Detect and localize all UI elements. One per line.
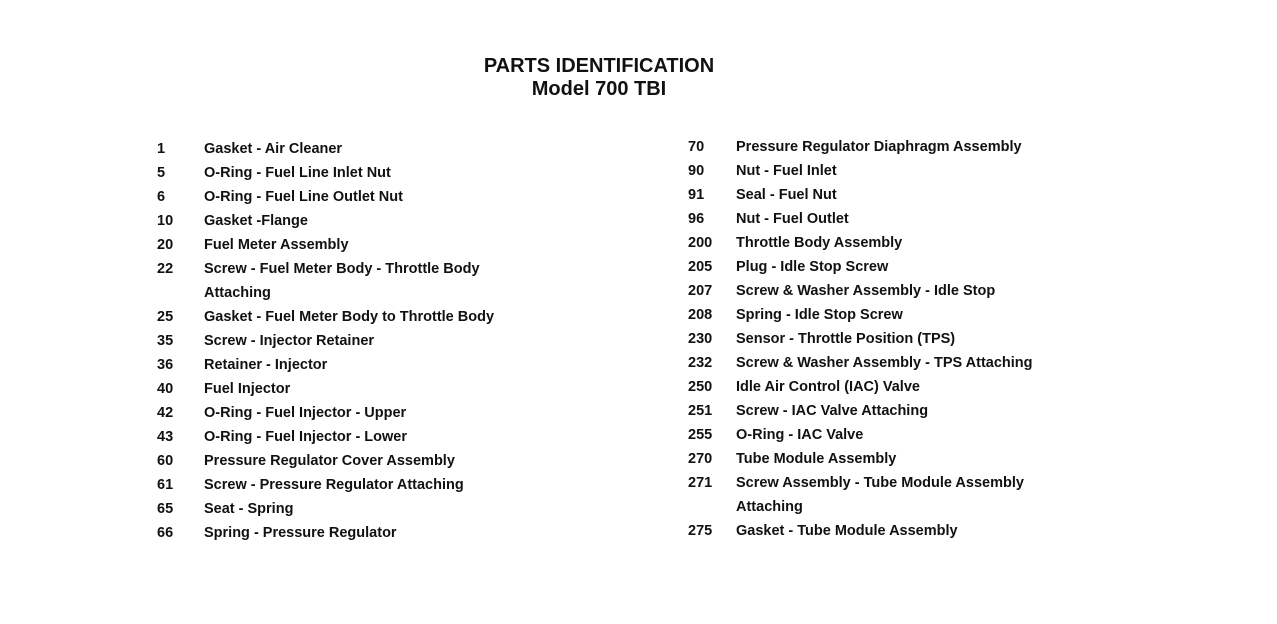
part-description: Gasket - Air Cleaner xyxy=(204,141,343,157)
part-number: 43 xyxy=(157,429,174,445)
part-number: 91 xyxy=(688,187,705,203)
part-description: Fuel Meter Assembly xyxy=(204,237,349,253)
part-description: Spring - Pressure Regulator xyxy=(204,525,397,541)
part-number: 271 xyxy=(688,475,713,491)
part-description: Sensor - Throttle Position (TPS) xyxy=(736,331,956,347)
part-number: 1 xyxy=(157,141,166,157)
part-row xyxy=(688,327,1033,351)
part-number: 255 xyxy=(688,427,713,443)
part-number: 61 xyxy=(157,477,174,493)
part-description: Tube Module Assembly xyxy=(736,451,897,467)
part-row xyxy=(688,159,1033,183)
part-description: O-Ring - IAC Valve xyxy=(736,427,864,443)
part-description: Screw Assembly - Tube Module Assembly Attaching xyxy=(736,475,1024,515)
part-number: 40 xyxy=(157,381,174,397)
part-description: Seat - Spring xyxy=(204,501,294,517)
part-number: 230 xyxy=(688,331,713,347)
part-description: Pressure Regulator Diaphragm Assembly xyxy=(736,139,1022,155)
part-row xyxy=(688,279,1033,303)
part-description: Throttle Body Assembly xyxy=(736,235,903,251)
part-row xyxy=(688,135,1033,159)
part-number: 207 xyxy=(688,283,713,299)
part-row xyxy=(157,329,494,353)
part-number: 70 xyxy=(688,139,705,155)
part-number: 251 xyxy=(688,403,713,419)
part-number: 275 xyxy=(688,523,713,539)
part-description: Screw & Washer Assembly - Idle Stop xyxy=(736,283,996,299)
part-number: 5 xyxy=(157,165,166,181)
part-description: Nut - Fuel Outlet xyxy=(736,211,849,227)
part-row xyxy=(157,401,494,425)
part-description: Fuel Injector xyxy=(204,381,291,397)
part-row xyxy=(688,303,1033,327)
part-description: Pressure Regulator Cover Assembly xyxy=(204,453,455,469)
part-row xyxy=(157,497,494,521)
part-row xyxy=(157,137,494,161)
part-description: Gasket - Tube Module Assembly xyxy=(736,523,958,539)
part-description: Plug - Idle Stop Screw xyxy=(736,259,889,275)
part-number: 35 xyxy=(157,333,174,349)
part-row xyxy=(157,257,494,305)
part-description: Nut - Fuel Inlet xyxy=(736,163,837,179)
part-row xyxy=(688,423,1033,447)
part-number: 208 xyxy=(688,307,713,323)
part-row xyxy=(157,209,494,233)
page-title: PARTS IDENTIFICATION xyxy=(483,55,715,77)
part-description: Retainer - Injector xyxy=(204,357,328,373)
part-row xyxy=(688,375,1033,399)
page-subtitle: Model 700 TBI xyxy=(531,78,667,100)
part-row xyxy=(688,231,1033,255)
part-number: 65 xyxy=(157,501,174,517)
part-row xyxy=(157,185,494,209)
part-row xyxy=(688,447,1033,471)
part-number: 36 xyxy=(157,357,174,373)
part-number: 250 xyxy=(688,379,713,395)
part-row xyxy=(688,519,1033,543)
part-number: 232 xyxy=(688,355,713,371)
parts-list-left xyxy=(157,137,494,545)
part-number: 205 xyxy=(688,259,713,275)
part-description: O-Ring - Fuel Line Inlet Nut xyxy=(204,165,391,181)
part-number: 60 xyxy=(157,453,174,469)
part-row xyxy=(688,255,1033,279)
part-description: O-Ring - Fuel Line Outlet Nut xyxy=(204,189,403,205)
part-description: O-Ring - Fuel Injector - Lower xyxy=(204,429,407,445)
part-description: Screw - IAC Valve Attaching xyxy=(736,403,929,419)
part-description: O-Ring - Fuel Injector - Upper xyxy=(204,405,407,421)
part-number: 90 xyxy=(688,163,705,179)
part-number: 200 xyxy=(688,235,713,251)
part-description: Screw & Washer Assembly - TPS Attaching xyxy=(736,355,1033,371)
part-row xyxy=(688,183,1033,207)
part-description: Screw - Pressure Regulator Attaching xyxy=(204,477,464,493)
part-description: Gasket -Flange xyxy=(204,213,308,229)
part-row xyxy=(688,471,1033,519)
part-description: Gasket - Fuel Meter Body to Throttle Body xyxy=(204,309,495,325)
part-row xyxy=(688,207,1033,231)
part-description: Seal - Fuel Nut xyxy=(736,187,837,203)
part-number: 20 xyxy=(157,237,174,253)
part-row xyxy=(157,377,494,401)
part-number: 270 xyxy=(688,451,713,467)
part-row xyxy=(157,473,494,497)
part-row xyxy=(157,233,494,257)
part-number: 96 xyxy=(688,211,705,227)
part-row xyxy=(157,521,494,545)
part-number: 42 xyxy=(157,405,174,421)
part-row xyxy=(157,161,494,185)
part-number: 6 xyxy=(157,189,166,205)
part-description: Idle Air Control (IAC) Valve xyxy=(736,379,920,395)
part-number: 10 xyxy=(157,213,174,229)
part-number: 25 xyxy=(157,309,174,325)
part-row xyxy=(157,449,494,473)
part-description: Spring - Idle Stop Screw xyxy=(736,307,903,323)
part-number: 22 xyxy=(157,261,174,277)
part-number: 66 xyxy=(157,525,174,541)
parts-list-right xyxy=(688,135,1033,543)
part-row xyxy=(157,353,494,377)
part-row xyxy=(688,351,1033,375)
part-description: Screw - Injector Retainer xyxy=(204,333,375,349)
part-row xyxy=(157,425,494,449)
part-row xyxy=(688,399,1033,423)
part-description: Screw - Fuel Meter Body - Throttle Body Attaching xyxy=(204,261,480,301)
part-row xyxy=(157,305,494,329)
